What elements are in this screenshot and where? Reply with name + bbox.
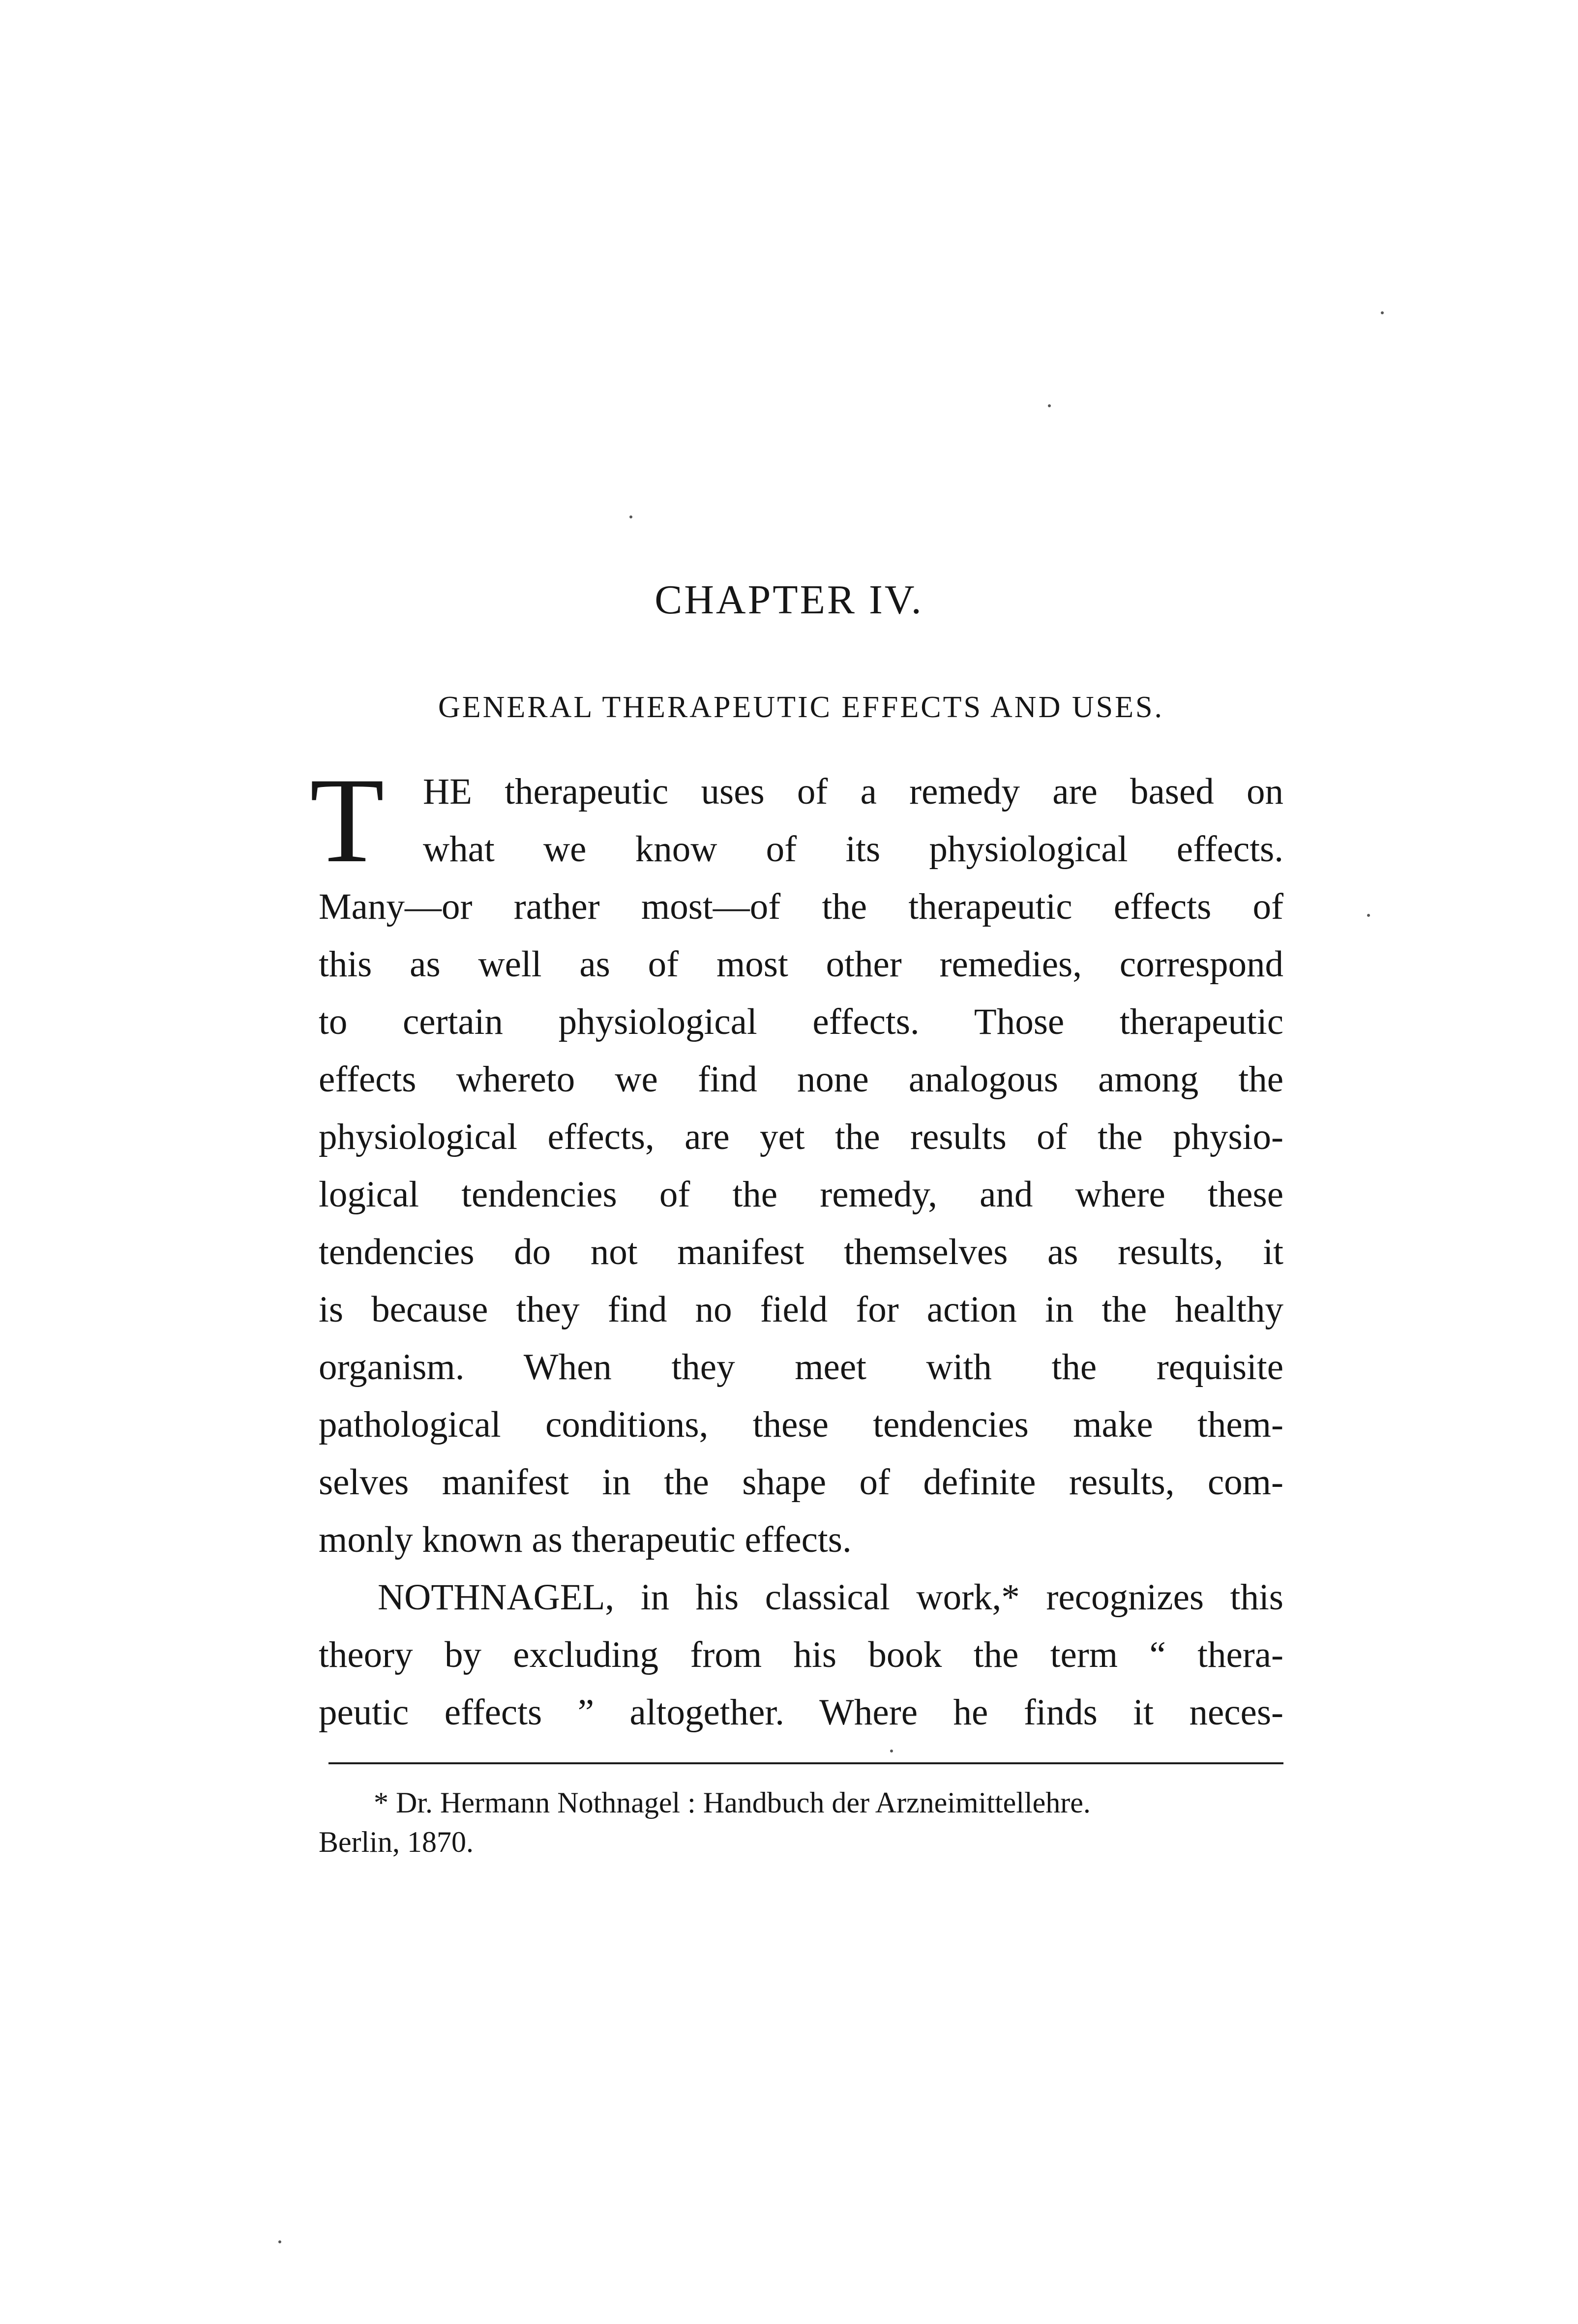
body-line: NOTHNAGEL, in his classical work,* recognizes this [378,1577,1283,1618]
scan-speck [629,515,632,518]
body-line: selves manifest in the shape of definite results, com- [319,1462,1283,1503]
scan-speck [890,1750,893,1752]
body-line: to certain physiological effects. Those therapeutic [319,1001,1283,1042]
section-heading: GENERAL THERAPEUTIC EFFECTS AND USES. [438,691,1164,724]
body-line: physiological effects, are yet the results of the physio- [319,1117,1283,1157]
body-line: peutic effects ” altogether. Where he finds it neces- [319,1692,1283,1733]
body-line: tendencies do not manifest themselves as results, it [319,1232,1283,1272]
footnote-divider [328,1762,1283,1764]
footnote-line: Berlin, 1870. [319,1826,474,1858]
scan-speck [1381,311,1384,314]
scan-speck [1367,914,1370,917]
body-line: Many—or rather most—of the therapeutic effects of [319,886,1283,927]
body-line: effects whereto we find none analogous among the [319,1059,1283,1100]
body-line: theory by excluding from his book the term “ thera- [319,1634,1283,1675]
drop-cap: T [310,753,385,888]
body-line: is because they find no field for action in the healthy [319,1289,1283,1330]
body-line: monly known as therapeutic effects. [319,1519,852,1560]
body-line: this as well as of most other remedies, correspond [319,944,1283,985]
scan-speck [278,2240,281,2243]
body-line: pathological conditions, these tendencies make them- [319,1404,1283,1445]
body-line: organism. When they meet with the requisite [319,1347,1283,1388]
body-line: what we know of its physiological effects. [423,829,1283,870]
scan-speck [1048,404,1051,407]
body-line: HE therapeutic uses of a remedy are based on [423,771,1283,812]
footnote-line: * Dr. Hermann Nothnagel : Handbuch der Arzneimittellehre. [374,1786,1091,1819]
body-line: logical tendencies of the remedy, and where these [319,1174,1283,1215]
chapter-title: CHAPTER IV. [655,577,923,623]
